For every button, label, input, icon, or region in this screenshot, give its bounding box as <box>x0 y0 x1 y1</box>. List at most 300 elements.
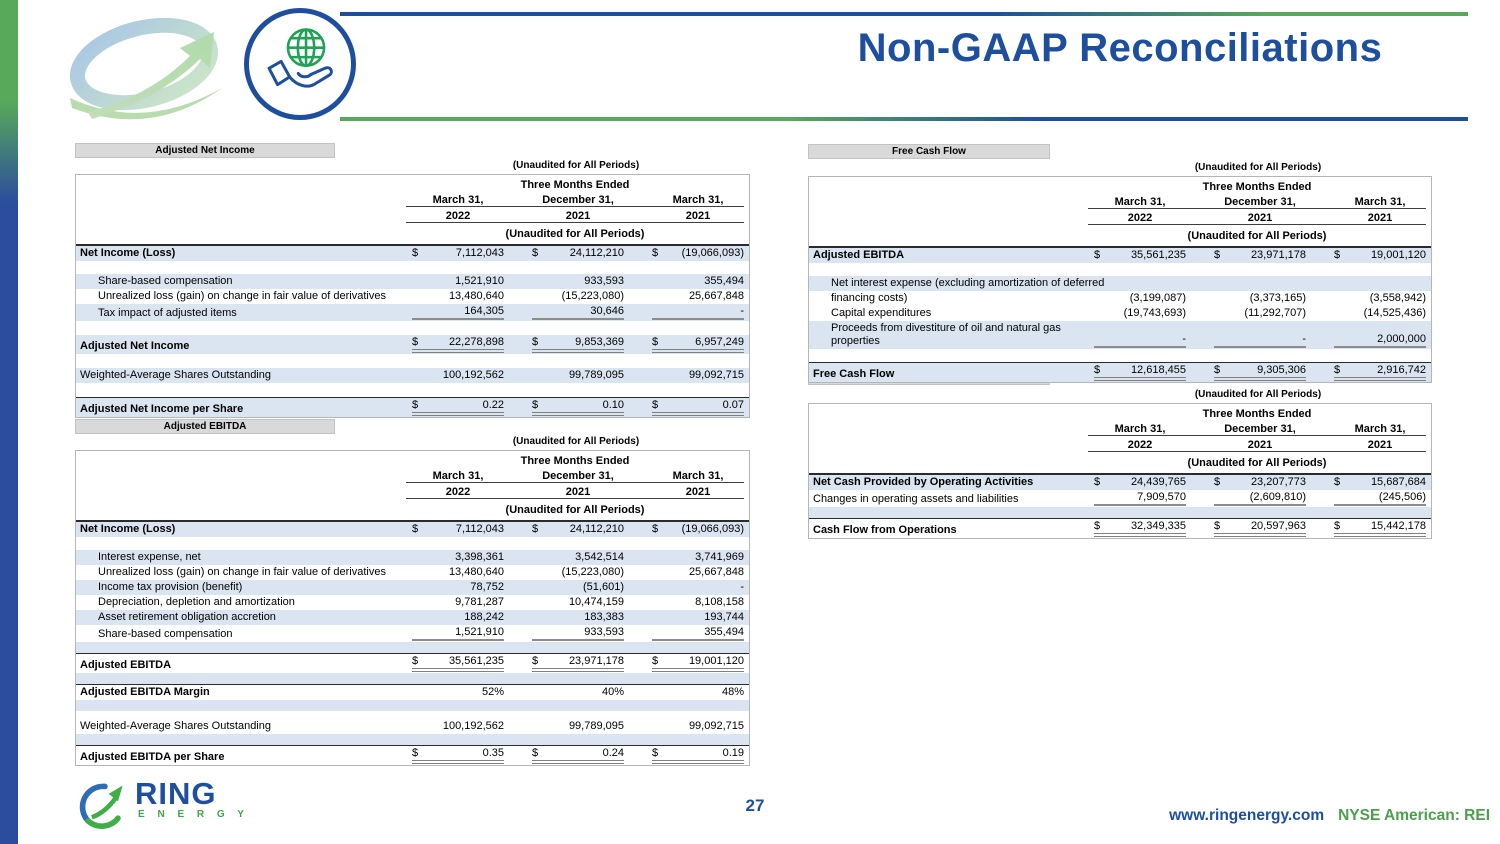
unaudited-note: (Unaudited for All Periods) <box>505 228 645 240</box>
value-group <box>412 581 504 594</box>
row-label: Unrealized loss (gain) on change in fair value of derivatives <box>98 566 386 578</box>
row-label: Asset retirement obligation accretion <box>98 611 276 623</box>
cell-value: 183,383 <box>584 611 624 623</box>
ring-energy-wordmark <box>135 776 249 820</box>
dollar-sign: $ <box>1094 249 1101 261</box>
value-group <box>412 290 504 303</box>
row-label: Net Income (Loss) <box>80 247 176 259</box>
cell-value: 7,112,043 <box>455 247 504 259</box>
value-group <box>412 611 504 624</box>
cell-value: 24,112,210 <box>569 523 624 535</box>
row-label: Unrealized loss (gain) on change in fair value of derivatives <box>98 290 386 302</box>
column-year: 2021 <box>685 486 711 498</box>
row-label: Adjusted EBITDA Margin <box>80 686 210 698</box>
cell-value: (51,601) <box>583 581 624 593</box>
dollar-sign: $ <box>412 747 419 759</box>
ring-energy-swoosh-icon <box>76 779 132 835</box>
value-group <box>532 655 624 672</box>
value-group <box>652 611 744 624</box>
value-group <box>1214 491 1306 506</box>
unaudited-note: (Unaudited for All Periods) <box>1187 457 1327 469</box>
cell-value: 32,349,335 <box>1130 520 1186 532</box>
cell-value: (14,525,436) <box>1363 307 1426 319</box>
value-group <box>1094 476 1186 489</box>
value-group <box>652 581 744 594</box>
cell-value: 20,597,963 <box>1250 520 1306 532</box>
dollar-sign: $ <box>652 399 659 411</box>
table-adjusted-net-income <box>75 160 750 418</box>
period-header-row <box>809 177 1431 193</box>
value-group <box>1334 249 1426 262</box>
cell-value: (19,066,093) <box>681 523 744 535</box>
month-header-row <box>809 193 1431 209</box>
value-group <box>532 399 624 416</box>
cell-value: 8,108,158 <box>695 596 744 608</box>
dollar-sign: $ <box>412 336 419 348</box>
value-group <box>652 275 744 288</box>
footer-right <box>1169 807 1490 825</box>
year-header-row <box>76 483 749 499</box>
table-row <box>76 653 749 673</box>
cell-value: 30,646 <box>590 305 624 317</box>
year-header-row <box>809 209 1431 225</box>
value-group <box>652 596 744 609</box>
value-group <box>532 247 624 260</box>
value-group <box>1214 364 1306 381</box>
value-group <box>412 369 504 382</box>
table-row <box>809 518 1431 538</box>
column-month: March 31, <box>672 470 724 482</box>
cell-value: (15,223,080) <box>561 290 624 302</box>
unaudited-pre-note-text: (Unaudited for All Periods) <box>512 436 640 447</box>
unaudited-note-row <box>809 453 1431 469</box>
cell-value: 19,001,120 <box>1370 249 1426 261</box>
cell-value: 0.24 <box>602 747 624 759</box>
table-spacer-row <box>76 642 749 653</box>
unaudited-pre-note <box>808 389 1432 403</box>
value-group <box>532 275 624 288</box>
cell-value: 19,001,120 <box>688 655 744 667</box>
table-row <box>76 335 749 354</box>
table-row <box>76 520 749 537</box>
cell-value: (15,223,080) <box>561 566 624 578</box>
column-year: 2022 <box>1127 439 1153 451</box>
financial-table <box>808 403 1432 539</box>
cell-value: 23,971,178 <box>568 655 624 667</box>
swoosh-logo <box>52 16 244 120</box>
value-group <box>1334 520 1426 537</box>
period-header: Three Months Ended <box>1202 181 1312 193</box>
year-header-row <box>809 436 1431 452</box>
cell-value: 52% <box>481 686 504 698</box>
value-group <box>412 655 504 672</box>
dollar-sign: $ <box>532 655 539 667</box>
table-row <box>809 473 1431 490</box>
table-row <box>76 580 749 595</box>
table-row <box>809 246 1431 263</box>
cell-value: 35,561,235 <box>1130 249 1186 261</box>
value-group <box>652 336 744 353</box>
table-row <box>76 550 749 565</box>
table-spacer-row <box>76 354 749 368</box>
dollar-sign: $ <box>1094 520 1101 532</box>
cell-value: 35,561,235 <box>448 655 504 667</box>
cell-value: - <box>1182 333 1186 345</box>
table-spacer-row <box>76 537 749 550</box>
row-label: Weighted-Average Shares Outstanding <box>80 720 271 732</box>
table-spacer-row <box>76 700 749 711</box>
value-group <box>412 686 504 699</box>
value-group <box>652 686 744 699</box>
value-group <box>1214 333 1306 348</box>
cell-value: 23,971,178 <box>1250 249 1306 261</box>
value-group <box>532 305 624 320</box>
value-group <box>532 686 624 699</box>
column-month: December 31, <box>542 470 614 482</box>
value-group <box>532 747 624 764</box>
column-year: 2021 <box>565 486 591 498</box>
value-group <box>412 336 504 353</box>
period-header: Three Months Ended <box>520 179 630 191</box>
row-label: Adjusted EBITDA per Share <box>80 751 225 763</box>
cell-value: - <box>740 581 744 593</box>
unaudited-note-row <box>76 224 749 240</box>
cell-value: 0.07 <box>722 399 744 411</box>
cell-value: (3,199,087) <box>1129 292 1186 304</box>
unaudited-pre-note-text: (Unaudited for All Periods) <box>1194 389 1322 400</box>
period-header-row <box>76 175 749 191</box>
value-group <box>652 626 744 641</box>
column-month: March 31, <box>1354 196 1406 208</box>
row-label: Adjusted Net Income <box>80 340 190 352</box>
dollar-sign: $ <box>412 399 419 411</box>
value-group <box>532 566 624 579</box>
value-group <box>412 551 504 564</box>
year-header-row <box>76 207 749 223</box>
cell-value: 355,494 <box>704 275 744 287</box>
table-row <box>76 304 749 321</box>
value-group <box>652 369 744 382</box>
row-label: Proceeds from divestiture of oil and natural gas properties <box>831 322 1061 347</box>
cell-value: 25,667,848 <box>688 566 744 578</box>
cell-value: 9,305,306 <box>1257 364 1306 376</box>
table-spacer-row <box>809 263 1431 276</box>
value-group <box>652 551 744 564</box>
cell-value: 933,593 <box>584 626 624 638</box>
value-group <box>532 626 624 641</box>
cell-value: 15,442,178 <box>1370 520 1426 532</box>
value-group <box>412 275 504 288</box>
table-row <box>809 490 1431 507</box>
value-group <box>532 336 624 353</box>
cell-value: 0.22 <box>482 399 504 411</box>
cell-value: 193,744 <box>704 611 744 623</box>
value-group <box>1094 333 1186 348</box>
column-month: March 31, <box>1114 423 1166 435</box>
cell-value: 24,112,210 <box>569 247 624 259</box>
cell-value: - <box>1302 333 1306 345</box>
table-row <box>809 321 1431 349</box>
unaudited-note-row <box>809 226 1431 242</box>
value-group <box>1094 520 1186 537</box>
dollar-sign: $ <box>1334 476 1341 488</box>
value-group <box>1214 249 1306 262</box>
table-row <box>76 595 749 610</box>
table-row <box>76 244 749 261</box>
cell-value: 933,593 <box>584 275 624 287</box>
table-free-cash-flow <box>808 162 1432 383</box>
cell-value: (245,506) <box>1378 491 1426 503</box>
dollar-sign: $ <box>652 523 659 535</box>
row-label: financing costs) <box>831 292 908 304</box>
dollar-sign: $ <box>652 247 659 259</box>
period-header: Three Months Ended <box>520 455 630 467</box>
ticker-label: NYSE American: REI <box>1338 807 1490 824</box>
table-row <box>76 745 749 765</box>
table-adjusted-ebitda <box>75 436 750 766</box>
row-label: Net Cash Provided by Operating Activities <box>813 476 1034 488</box>
table-row <box>76 397 749 417</box>
cell-value: 7,112,043 <box>455 523 504 535</box>
value-group <box>652 523 744 536</box>
value-group <box>1094 491 1186 506</box>
row-label: Adjusted EBITDA <box>80 659 172 671</box>
cell-value: 2,916,742 <box>1377 364 1426 376</box>
table-spacer-row <box>809 507 1431 518</box>
column-year: 2021 <box>1247 439 1273 451</box>
value-group <box>1334 333 1426 348</box>
row-label: Interest expense, net <box>98 551 201 563</box>
dollar-sign: $ <box>1214 249 1221 261</box>
unaudited-pre-note <box>808 162 1432 176</box>
table-spacer-row <box>76 261 749 274</box>
dollar-sign: $ <box>1094 476 1101 488</box>
cell-value: - <box>740 305 744 317</box>
row-label: Changes in operating assets and liabilities <box>813 493 1019 505</box>
value-group <box>1334 364 1426 381</box>
logo-subtitle: E N E R G Y <box>138 809 249 820</box>
column-year: 2022 <box>445 210 471 222</box>
period-header: Three Months Ended <box>1202 408 1312 420</box>
dollar-sign: $ <box>1094 364 1101 376</box>
financial-table <box>75 174 750 418</box>
cell-value: 0.10 <box>602 399 624 411</box>
cell-value: 2,000,000 <box>1377 333 1426 345</box>
cell-value: 25,667,848 <box>688 290 744 302</box>
value-group <box>1334 476 1426 489</box>
column-year: 2022 <box>445 486 471 498</box>
cell-value: (3,373,165) <box>1249 292 1306 304</box>
table-row <box>809 291 1431 306</box>
cell-value: 0.19 <box>722 747 744 759</box>
tab-adjusted-ebitda: Adjusted EBITDA <box>75 419 335 434</box>
column-year: 2021 <box>685 210 711 222</box>
table-row <box>76 719 749 734</box>
table-row <box>76 368 749 383</box>
dollar-sign: $ <box>1214 364 1221 376</box>
value-group <box>652 720 744 733</box>
column-year: 2021 <box>1367 439 1393 451</box>
cell-value: 3,398,361 <box>455 551 504 563</box>
value-group <box>652 399 744 416</box>
left-gradient-bar <box>0 0 18 844</box>
cell-value: 100,192,562 <box>442 720 504 732</box>
tab-adjusted-net-income: Adjusted Net Income <box>75 143 335 158</box>
column-month: December 31, <box>1224 196 1296 208</box>
header-line-top <box>340 12 1468 16</box>
row-label: Share-based compensation <box>98 628 233 640</box>
dollar-sign: $ <box>532 747 539 759</box>
unaudited-pre-note-text: (Unaudited for All Periods) <box>1194 162 1322 173</box>
cell-value: (11,292,707) <box>1244 307 1306 319</box>
row-label: Tax impact of adjusted items <box>98 307 237 319</box>
cell-value: 100,192,562 <box>442 369 504 381</box>
value-group <box>532 581 624 594</box>
value-group <box>652 305 744 320</box>
dollar-sign: $ <box>532 247 539 259</box>
value-group <box>412 596 504 609</box>
value-group <box>1334 491 1426 506</box>
dollar-sign: $ <box>412 655 419 667</box>
page-title: Non-GAAP Reconciliations <box>857 26 1383 70</box>
cell-value: 0.35 <box>482 747 504 759</box>
column-month: December 31, <box>1224 423 1296 435</box>
table-row <box>76 625 749 642</box>
value-group <box>1334 307 1426 320</box>
value-group <box>532 523 624 536</box>
dollar-sign: $ <box>1334 520 1341 532</box>
ring-energy-logo <box>76 776 249 835</box>
value-group <box>652 655 744 672</box>
month-header-row <box>809 420 1431 436</box>
value-group <box>1214 476 1306 489</box>
cell-value: 9,853,369 <box>575 336 624 348</box>
month-header-row <box>76 467 749 483</box>
row-label: Net interest expense (excluding amortization of deferred <box>831 277 1105 289</box>
value-group <box>412 747 504 764</box>
dollar-sign: $ <box>532 336 539 348</box>
value-group <box>532 720 624 733</box>
tab-free-cash-flow: Free Cash Flow <box>808 144 1050 159</box>
value-group <box>412 305 504 320</box>
table-spacer-row <box>76 673 749 684</box>
table-spacer-row <box>76 711 749 719</box>
cell-value: 3,741,969 <box>695 551 744 563</box>
cell-value: 1,521,910 <box>455 275 504 287</box>
dollar-sign: $ <box>532 399 539 411</box>
table-row <box>76 565 749 580</box>
period-header-row <box>809 404 1431 420</box>
cell-value: 7,909,570 <box>1137 491 1186 503</box>
cell-value: 15,687,684 <box>1370 476 1426 488</box>
value-group <box>1214 292 1306 305</box>
unaudited-note: (Unaudited for All Periods) <box>505 504 645 516</box>
cell-value: 24,439,765 <box>1130 476 1186 488</box>
cell-value: 40% <box>601 686 624 698</box>
dollar-sign: $ <box>652 655 659 667</box>
dollar-sign: $ <box>412 247 419 259</box>
column-month: March 31, <box>432 194 484 206</box>
unaudited-pre-note <box>75 160 750 174</box>
cell-value: 1,521,910 <box>455 626 504 638</box>
column-month: March 31, <box>432 470 484 482</box>
row-label: Net Income (Loss) <box>80 523 176 535</box>
cell-value: 22,278,898 <box>448 336 504 348</box>
unaudited-pre-note-text: (Unaudited for All Periods) <box>512 160 640 171</box>
column-year: 2021 <box>1367 212 1393 224</box>
row-label: Capital expenditures <box>831 307 932 319</box>
column-year: 2022 <box>1127 212 1153 224</box>
cell-value: 164,305 <box>464 305 504 317</box>
cell-value: 9,781,287 <box>455 596 504 608</box>
table-spacer-row <box>76 321 749 335</box>
value-group <box>412 247 504 260</box>
cell-value: 13,480,640 <box>448 566 504 578</box>
value-group <box>652 747 744 764</box>
dollar-sign: $ <box>1334 249 1341 261</box>
cell-value: 99,789,095 <box>568 369 624 381</box>
cell-value: 99,789,095 <box>568 720 624 732</box>
table-row <box>76 684 749 700</box>
dollar-sign: $ <box>1334 364 1341 376</box>
value-group <box>1094 307 1186 320</box>
cell-value: 48% <box>721 686 744 698</box>
value-group <box>412 399 504 416</box>
table-spacer-row <box>809 349 1431 362</box>
cell-value: 6,957,249 <box>695 336 744 348</box>
row-label: Adjusted Net Income per Share <box>80 403 244 415</box>
value-group <box>532 290 624 303</box>
cell-value: 188,242 <box>464 611 504 623</box>
unaudited-note-row <box>76 500 749 516</box>
dollar-sign: $ <box>532 523 539 535</box>
value-group <box>652 566 744 579</box>
unaudited-note: (Unaudited for All Periods) <box>1187 230 1327 242</box>
column-year: 2021 <box>565 210 591 222</box>
cell-value: 3,542,514 <box>575 551 624 563</box>
column-year: 2021 <box>1247 212 1273 224</box>
column-month: December 31, <box>542 194 614 206</box>
column-month: March 31, <box>1114 196 1166 208</box>
cell-value: 355,494 <box>704 626 744 638</box>
value-group <box>1214 520 1306 537</box>
dollar-sign: $ <box>652 336 659 348</box>
period-header-row <box>76 451 749 467</box>
unaudited-pre-note <box>75 436 750 450</box>
cell-value: 23,207,773 <box>1250 476 1306 488</box>
value-group <box>532 596 624 609</box>
row-label: Depreciation, depletion and amortization <box>98 596 295 608</box>
globe-hand-icon <box>244 8 356 120</box>
value-group <box>652 290 744 303</box>
value-group <box>1094 249 1186 262</box>
page-number: 27 <box>745 796 765 815</box>
website-link[interactable]: www.ringenergy.com <box>1169 807 1325 824</box>
financial-table <box>75 450 750 766</box>
logo-name: RING <box>135 776 217 811</box>
cell-value: (19,066,093) <box>681 247 744 259</box>
table-row <box>809 362 1431 382</box>
value-group <box>652 247 744 260</box>
value-group <box>532 611 624 624</box>
table-row <box>76 274 749 289</box>
cell-value: 10,474,159 <box>568 596 624 608</box>
cell-value: (19,743,693) <box>1123 307 1186 319</box>
cell-value: 99,092,715 <box>688 369 744 381</box>
value-group <box>412 523 504 536</box>
row-label: Income tax provision (benefit) <box>98 581 243 593</box>
cell-value: 78,752 <box>470 581 504 593</box>
